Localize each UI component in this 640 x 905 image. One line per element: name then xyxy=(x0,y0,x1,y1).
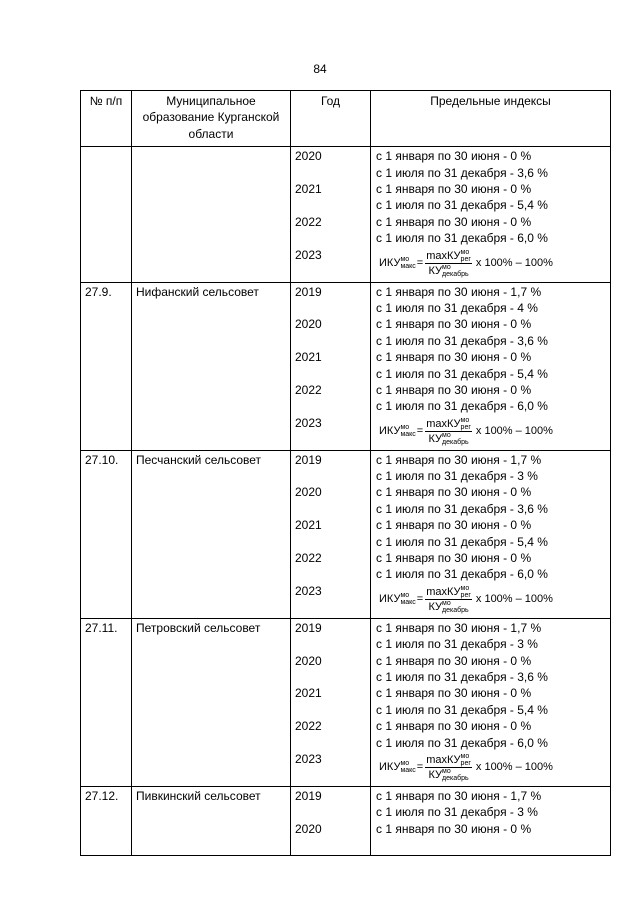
numerator-main: maxКУ xyxy=(426,417,461,430)
formula-lhs-sub: макс xyxy=(400,263,416,271)
index-formula xyxy=(376,247,610,280)
header-limit-indices: Предельные индексы xyxy=(371,91,611,147)
row-number xyxy=(81,147,132,282)
formula-lhs: ИКУ xyxy=(379,593,401,606)
formula-fraction xyxy=(425,585,472,614)
year-value: 2020 xyxy=(295,485,322,500)
limit-index-cell xyxy=(371,450,611,618)
formula-lhs: ИКУ xyxy=(379,256,401,269)
year-value: 2021 xyxy=(295,182,322,197)
limit-index-cell xyxy=(371,147,611,282)
year-value: 2023 xyxy=(295,415,322,430)
index-line: с 1 июля по 31 декабря - 6,0 % xyxy=(376,399,548,414)
denominator-sup: мо xyxy=(442,431,451,439)
numerator-sup: мо xyxy=(460,752,470,760)
index-line: с 1 января по 30 июня - 0 % xyxy=(376,149,532,164)
index-line: с 1 июля по 31 декабря - 3,6 % xyxy=(376,333,548,348)
index-line: с 1 июля по 31 декабря - 3 % xyxy=(376,469,538,484)
year-value: 2023 xyxy=(295,583,322,598)
year-cell xyxy=(291,450,371,618)
numerator-sub: рег xyxy=(460,255,471,263)
index-formula xyxy=(376,751,610,784)
formula-numerator xyxy=(425,417,472,432)
year-value: 2022 xyxy=(295,551,322,566)
index-line: с 1 июля по 31 декабря - 3,6 % xyxy=(376,669,548,684)
denominator-sup: мо xyxy=(442,767,451,775)
row-number: 27.11. xyxy=(81,618,132,786)
index-line: с 1 июля по 31 декабря - 5,4 % xyxy=(376,198,548,213)
numerator-sup: мо xyxy=(460,416,470,424)
year-value: 2021 xyxy=(295,350,322,365)
table-row xyxy=(81,786,611,855)
formula-lhs-sub: макс xyxy=(400,431,416,439)
year-value: 2019 xyxy=(295,452,322,467)
denominator-sup: мо xyxy=(442,263,451,271)
numerator-sub: рег xyxy=(460,759,471,767)
header-municipality: Муниципальное образование Курганской области xyxy=(132,91,291,147)
formula-fraction xyxy=(425,753,472,782)
formula-equals: = xyxy=(416,593,424,606)
index-formula xyxy=(376,415,610,448)
formula-lhs-sup: мо xyxy=(400,256,410,264)
index-line: с 1 июля по 31 декабря - 5,4 % xyxy=(376,702,548,717)
index-line: с 1 июля по 31 декабря - 6,0 % xyxy=(376,735,548,750)
formula-denominator xyxy=(427,768,469,782)
formula-numerator xyxy=(425,249,472,264)
formula-rest: x 100% – 100% xyxy=(475,593,553,606)
index-line: с 1 июля по 31 декабря - 3 % xyxy=(376,637,538,652)
header-year: Год xyxy=(291,91,371,147)
denominator-sup: мо xyxy=(442,599,451,607)
formula-lhs-sup: мо xyxy=(400,424,410,432)
limit-index-cell xyxy=(371,618,611,786)
numerator-sup: мо xyxy=(460,248,470,256)
formula-rest: x 100% – 100% xyxy=(475,256,553,269)
year-value: 2020 xyxy=(295,821,322,836)
year-cell xyxy=(291,786,371,855)
index-line: с 1 января по 30 июня - 1,7 % xyxy=(376,284,542,299)
index-line: с 1 января по 30 июня - 0 % xyxy=(376,317,532,332)
formula-lhs: ИКУ xyxy=(379,761,401,774)
row-number: 27.12. xyxy=(81,786,132,855)
index-line: с 1 января по 30 июня - 0 % xyxy=(376,518,532,533)
denominator-main: КУ xyxy=(428,432,442,445)
year-value: 2021 xyxy=(295,686,322,701)
index-line: с 1 июля по 31 декабря - 5,4 % xyxy=(376,366,548,381)
index-line: с 1 июля по 31 декабря - 3 % xyxy=(376,805,538,820)
index-line: с 1 июля по 31 декабря - 6,0 % xyxy=(376,231,548,246)
formula-rest: x 100% – 100% xyxy=(475,424,553,437)
formula-equals: = xyxy=(416,424,424,437)
index-line: с 1 июля по 31 декабря - 3,6 % xyxy=(376,165,548,180)
page-number: 84 xyxy=(313,62,327,76)
index-line: с 1 января по 30 июня - 1,7 % xyxy=(376,788,542,803)
municipality-name: Песчанский сельсовет xyxy=(132,450,291,618)
index-line: с 1 января по 30 июня - 0 % xyxy=(376,551,532,566)
table-row xyxy=(81,147,611,282)
table-row xyxy=(81,618,611,786)
municipality-name: Петровский сельсовет xyxy=(132,618,291,786)
limit-index-table xyxy=(80,90,611,856)
formula-lhs-sub: макс xyxy=(400,599,416,607)
formula-denominator xyxy=(427,600,469,614)
limit-index-cell xyxy=(371,786,611,855)
row-number: 27.9. xyxy=(81,282,132,450)
year-value: 2020 xyxy=(295,317,322,332)
index-line: с 1 января по 30 июня - 0 % xyxy=(376,382,532,397)
formula-lhs: ИКУ xyxy=(379,424,401,437)
index-line: с 1 июля по 31 декабря - 6,0 % xyxy=(376,567,548,582)
formula-rest: x 100% – 100% xyxy=(475,761,553,774)
year-value: 2020 xyxy=(295,149,322,164)
numerator-main: maxКУ xyxy=(426,249,461,262)
index-line: с 1 января по 30 июня - 0 % xyxy=(376,214,532,229)
formula-equals: = xyxy=(416,256,424,269)
formula-lhs-sub: макс xyxy=(400,767,416,775)
year-value: 2020 xyxy=(295,653,322,668)
municipality-name: Нифанский сельсовет xyxy=(132,282,291,450)
year-value: 2022 xyxy=(295,214,322,229)
year-value: 2021 xyxy=(295,518,322,533)
denominator-sub: декабрь xyxy=(442,606,469,614)
municipality-name xyxy=(132,147,291,282)
year-value: 2023 xyxy=(295,247,322,262)
formula-fraction xyxy=(425,417,472,446)
year-value: 2019 xyxy=(295,788,322,803)
table-row xyxy=(81,282,611,450)
index-line: с 1 июля по 31 декабря - 5,4 % xyxy=(376,534,548,549)
year-cell xyxy=(291,147,371,282)
formula-denominator xyxy=(427,432,469,446)
formula-numerator xyxy=(425,585,472,600)
index-line: с 1 января по 30 июня - 0 % xyxy=(376,485,532,500)
numerator-sub: рег xyxy=(460,591,471,599)
index-line: с 1 января по 30 июня - 0 % xyxy=(376,821,532,836)
denominator-main: КУ xyxy=(428,768,442,781)
formula-denominator xyxy=(427,264,469,278)
index-line: с 1 января по 30 июня - 1,7 % xyxy=(376,620,542,635)
limit-index-cell xyxy=(371,282,611,450)
index-formula xyxy=(376,583,610,616)
formula-fraction xyxy=(425,249,472,278)
denominator-sub: декабрь xyxy=(442,774,469,782)
year-cell xyxy=(291,618,371,786)
index-line: с 1 июля по 31 декабря - 3,6 % xyxy=(376,501,548,516)
year-value: 2019 xyxy=(295,620,322,635)
denominator-main: КУ xyxy=(428,600,442,613)
index-line: с 1 января по 30 июня - 0 % xyxy=(376,719,532,734)
numerator-sub: рег xyxy=(460,423,471,431)
index-line: с 1 января по 30 июня - 0 % xyxy=(376,653,532,668)
index-line: с 1 января по 30 июня - 0 % xyxy=(376,686,532,701)
index-line: с 1 июля по 31 декабря - 4 % xyxy=(376,300,538,315)
formula-lhs-sup: мо xyxy=(400,760,410,768)
index-line: с 1 января по 30 июня - 0 % xyxy=(376,182,532,196)
year-cell xyxy=(291,282,371,450)
table-row xyxy=(81,450,611,618)
formula-lhs-sup: мо xyxy=(400,592,410,600)
year-value: 2022 xyxy=(295,719,322,734)
year-value: 2022 xyxy=(295,382,322,397)
numerator-main: maxКУ xyxy=(426,753,461,766)
formula-equals: = xyxy=(416,761,424,774)
table-header-row xyxy=(81,91,611,147)
year-value: 2023 xyxy=(295,752,322,766)
index-line: с 1 января по 30 июня - 1,7 % xyxy=(376,452,542,467)
index-line: с 1 января по 30 июня - 0 % xyxy=(376,350,532,365)
header-num: № п/п xyxy=(81,91,132,147)
denominator-sub: декабрь xyxy=(442,438,469,446)
formula-numerator xyxy=(425,753,472,768)
denominator-sub: декабрь xyxy=(442,270,469,278)
numerator-main: maxКУ xyxy=(426,585,461,598)
year-value: 2019 xyxy=(295,284,322,299)
municipality-name: Пивкинский сельсовет xyxy=(132,786,291,855)
denominator-main: КУ xyxy=(428,264,442,277)
row-number: 27.10. xyxy=(81,450,132,618)
numerator-sup: мо xyxy=(460,584,470,592)
